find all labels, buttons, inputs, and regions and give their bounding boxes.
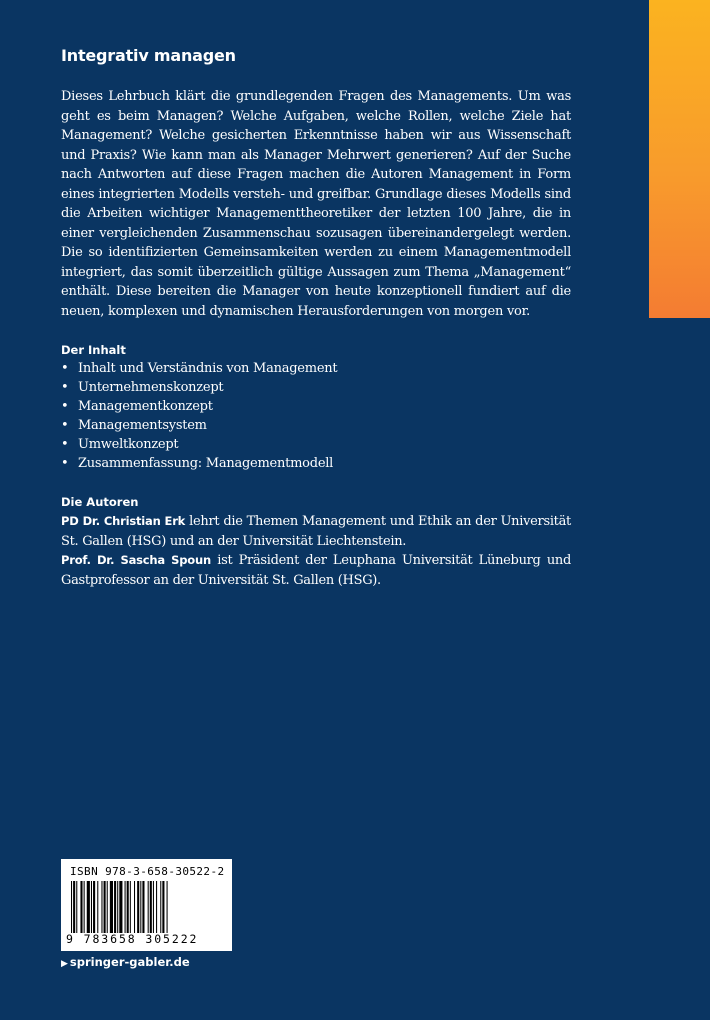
list-item: • Zusammenfassung: Managementmodell — [61, 455, 571, 474]
barcode-stripe — [127, 881, 129, 933]
list-item: • Umweltkonzept — [61, 436, 571, 455]
publisher-link[interactable] — [61, 955, 190, 969]
barcode-stripe — [134, 881, 135, 933]
barcode-digits: 9 783658 305222 — [66, 932, 199, 946]
right-triangle-icon: ▶ — [61, 959, 68, 969]
author-entry — [61, 551, 571, 590]
barcode-stripe — [150, 881, 152, 933]
barcode-stripe — [142, 881, 144, 933]
barcode-stripe — [167, 881, 168, 933]
isbn-label: ISBN 978-3-658-30522-2 — [70, 865, 225, 878]
barcode-stripe — [117, 881, 118, 933]
barcode-stripe — [137, 881, 139, 933]
barcode-stripe — [71, 881, 72, 933]
barcode-stripe — [101, 881, 102, 933]
barcode-stripe — [156, 881, 157, 933]
barcode-stripe — [107, 881, 108, 933]
list-item: • Managementkonzept — [61, 398, 571, 417]
bullet-icon: • — [61, 398, 69, 414]
bullet-icon: • — [61, 379, 69, 395]
bullet-icon: • — [61, 436, 69, 452]
orange-accent-bar — [649, 0, 710, 318]
barcode-bars — [71, 881, 226, 933]
barcode-stripe — [91, 881, 92, 933]
contents-heading: Der Inhalt — [61, 343, 126, 357]
barcode-stripe — [110, 881, 113, 933]
contents-list — [61, 360, 571, 473]
author-name: Prof. Dr. Sascha Spoun — [61, 553, 211, 568]
back-cover-content — [61, 46, 571, 590]
barcode-stripe — [76, 881, 77, 933]
barcode-stripe — [125, 881, 126, 933]
book-title: Integrativ managen — [61, 46, 236, 65]
description-paragraph: Dieses Lehrbuch klärt die grundlegenden Fragen des Managements. Um was geht es beim Managen? Welche Aufgaben, welche Rollen, welche Ziele hat Management? Welche gesicherten Erkenntnisse haben wir aus Wissenschaft und Praxis? Wie kann man als Manager Mehrwert generieren? Auf der Suche nach Antworten auf diese Fragen machen die Autoren Management in Form eines integrierten Modells versteh- und greifbar. Grundlage dieses Modells sind die Arbeiten wichtiger Managementtheoretiker der letzten 100 Jahre, die in einer vergleichenden Zusammenschau sozusagen übereinandergelegt werden. Die so identifizierten Gemeinsamkeiten werden zu einem Managementmodell integriert, das somit überzeitlich gültige Aussagen zum Thema „Management“ enthält. Diese bereiten die Manager von heute konzeptionell fundiert auf die neuen, komplexen und dynamischen Herausforderungen von morgen vor. — [61, 89, 571, 319]
barcode-stripe — [153, 881, 154, 933]
authors-heading: Die Autoren — [61, 495, 139, 510]
bullet-icon: • — [61, 417, 69, 433]
barcode-stripe — [119, 881, 122, 933]
publisher-url: springer-gabler.de — [69, 955, 190, 969]
barcode-stripe — [93, 881, 95, 933]
barcode-stripe — [84, 881, 85, 933]
barcode-stripe — [87, 881, 90, 933]
barcode-stripe — [160, 881, 161, 933]
barcode-stripe — [114, 881, 116, 933]
isbn-barcode — [61, 859, 232, 951]
author-bio: lehrt die Themen Management und Ethik an der Universität St. Gallen (HSG) und an der Universität Liechtenstein. — [61, 514, 571, 549]
barcode-stripe — [140, 881, 141, 933]
list-item: • Managementsystem — [61, 417, 571, 436]
barcode-stripe — [73, 881, 75, 933]
bullet-icon: • — [61, 361, 69, 376]
bullet-icon: • — [61, 455, 69, 471]
barcode-stripe — [148, 881, 149, 933]
author-name: PD Dr. Christian Erk — [61, 514, 186, 529]
barcode-stripe — [104, 881, 106, 933]
author-entry — [61, 512, 571, 551]
list-item: • Unternehmenskonzept — [61, 379, 571, 398]
barcode-stripe — [80, 881, 82, 933]
barcode-stripe — [130, 881, 131, 933]
barcode-stripe — [97, 881, 98, 933]
author-bio: ist Präsident der Leuphana Universität Lüneburg und Gastprofessor an der Universität St. Gallen (HSG). — [61, 553, 571, 588]
list-item: • Inhalt und Verständnis von Management — [61, 360, 571, 379]
barcode-stripe — [162, 881, 164, 933]
